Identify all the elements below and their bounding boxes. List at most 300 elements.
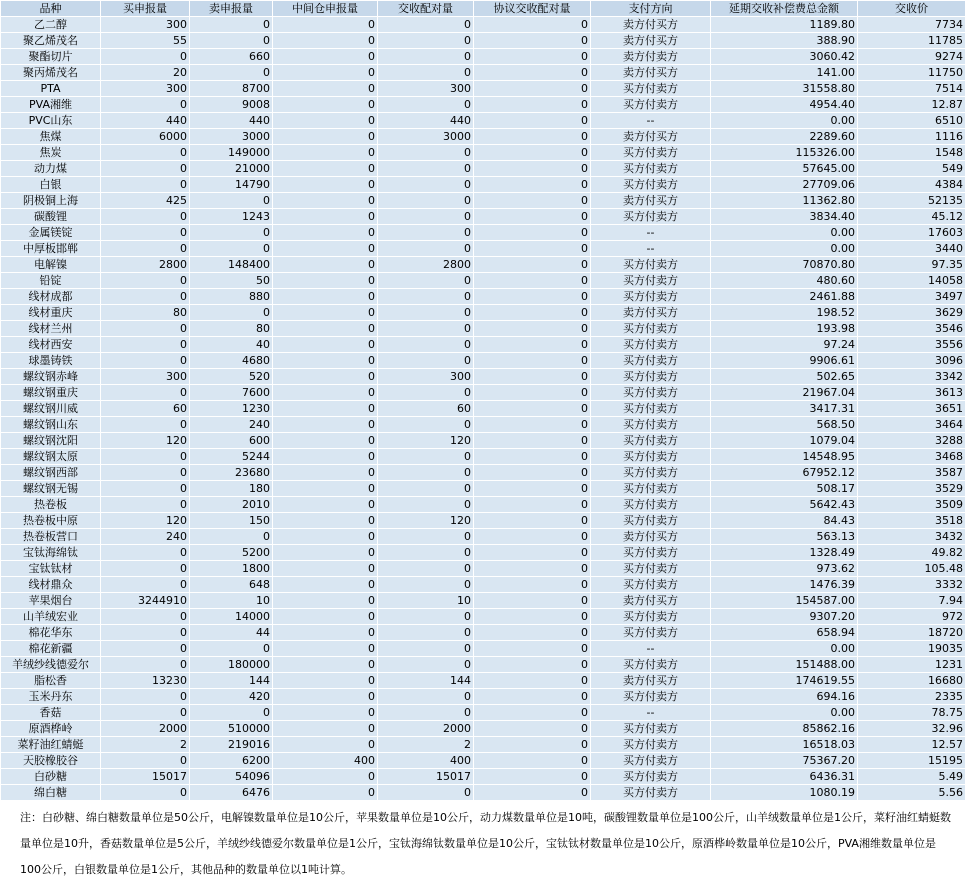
cell-sell-declared: 80 bbox=[190, 321, 273, 337]
cell-matched: 300 bbox=[378, 369, 474, 385]
cell-delivery-price: 18720 bbox=[858, 625, 965, 641]
cell-payment-direction: 买方付卖方 bbox=[591, 465, 711, 481]
cell-buy-declared: 60 bbox=[101, 401, 190, 417]
cell-payment-direction: 买方付卖方 bbox=[591, 417, 711, 433]
cell-variety: 阴极铜上海 bbox=[1, 193, 101, 209]
table-row bbox=[1, 513, 965, 529]
cell-compensation-total: 154587.00 bbox=[711, 593, 858, 609]
cell-agreement-matched: 0 bbox=[474, 497, 591, 513]
cell-buy-declared: 0 bbox=[101, 353, 190, 369]
cell-sell-declared: 6476 bbox=[190, 785, 273, 801]
cell-agreement-matched: 0 bbox=[474, 65, 591, 81]
cell-delivery-price: 19035 bbox=[858, 641, 965, 657]
cell-compensation-total: 0.00 bbox=[711, 241, 858, 257]
cell-middle-declared: 0 bbox=[273, 193, 378, 209]
cell-delivery-price: 7734 bbox=[858, 17, 965, 33]
cell-agreement-matched: 0 bbox=[474, 689, 591, 705]
cell-variety: 棉花华东 bbox=[1, 625, 101, 641]
cell-sell-declared: 23680 bbox=[190, 465, 273, 481]
cell-matched: 0 bbox=[378, 33, 474, 49]
table-row bbox=[1, 753, 965, 769]
cell-sell-declared: 44 bbox=[190, 625, 273, 641]
cell-compensation-total: 0.00 bbox=[711, 225, 858, 241]
cell-compensation-total: 193.98 bbox=[711, 321, 858, 337]
cell-delivery-price: 3432 bbox=[858, 529, 965, 545]
cell-delivery-price: 105.48 bbox=[858, 561, 965, 577]
cell-sell-declared: 40 bbox=[190, 337, 273, 353]
cell-agreement-matched: 0 bbox=[474, 17, 591, 33]
cell-buy-declared: 15017 bbox=[101, 769, 190, 785]
cell-payment-direction: 卖方付买方 bbox=[591, 673, 711, 689]
col-header-delivery-price: 交收价 bbox=[858, 1, 965, 17]
cell-agreement-matched: 0 bbox=[474, 49, 591, 65]
cell-matched: 0 bbox=[378, 49, 474, 65]
cell-compensation-total: 3417.31 bbox=[711, 401, 858, 417]
cell-compensation-total: 0.00 bbox=[711, 113, 858, 129]
cell-variety: 焦煤 bbox=[1, 129, 101, 145]
cell-delivery-price: 9274 bbox=[858, 49, 965, 65]
cell-payment-direction: 买方付卖方 bbox=[591, 689, 711, 705]
cell-sell-declared: 149000 bbox=[190, 145, 273, 161]
cell-variety: 螺纹钢重庆 bbox=[1, 385, 101, 401]
cell-buy-declared: 0 bbox=[101, 241, 190, 257]
cell-matched: 10 bbox=[378, 593, 474, 609]
cell-compensation-total: 563.13 bbox=[711, 529, 858, 545]
cell-buy-declared: 0 bbox=[101, 161, 190, 177]
cell-variety: 苹果烟台 bbox=[1, 593, 101, 609]
table-row bbox=[1, 257, 965, 273]
cell-compensation-total: 3060.42 bbox=[711, 49, 858, 65]
cell-middle-declared: 0 bbox=[273, 385, 378, 401]
table-row bbox=[1, 81, 965, 97]
cell-variety: 碳酸锂 bbox=[1, 209, 101, 225]
cell-buy-declared: 0 bbox=[101, 577, 190, 593]
cell-middle-declared: 0 bbox=[273, 49, 378, 65]
table-row bbox=[1, 65, 965, 81]
cell-payment-direction: 买方付卖方 bbox=[591, 609, 711, 625]
cell-matched: 0 bbox=[378, 97, 474, 113]
cell-payment-direction: 买方付卖方 bbox=[591, 785, 711, 801]
cell-payment-direction: 卖方付买方 bbox=[591, 129, 711, 145]
cell-variety: 线材鼎众 bbox=[1, 577, 101, 593]
table-row bbox=[1, 225, 965, 241]
cell-agreement-matched: 0 bbox=[474, 177, 591, 193]
cell-sell-declared: 600 bbox=[190, 433, 273, 449]
cell-compensation-total: 75367.20 bbox=[711, 753, 858, 769]
cell-buy-declared: 0 bbox=[101, 561, 190, 577]
cell-compensation-total: 568.50 bbox=[711, 417, 858, 433]
cell-delivery-price: 1116 bbox=[858, 129, 965, 145]
cell-delivery-price: 17603 bbox=[858, 225, 965, 241]
col-header-compensation-total: 延期交收补偿费总金额 bbox=[711, 1, 858, 17]
cell-sell-declared: 0 bbox=[190, 241, 273, 257]
cell-payment-direction: 买方付卖方 bbox=[591, 353, 711, 369]
cell-sell-declared: 880 bbox=[190, 289, 273, 305]
cell-compensation-total: 27709.06 bbox=[711, 177, 858, 193]
cell-compensation-total: 11362.80 bbox=[711, 193, 858, 209]
table-row bbox=[1, 497, 965, 513]
cell-compensation-total: 1189.80 bbox=[711, 17, 858, 33]
cell-compensation-total: 6436.31 bbox=[711, 769, 858, 785]
table-row bbox=[1, 785, 965, 801]
cell-delivery-price: 3440 bbox=[858, 241, 965, 257]
cell-compensation-total: 3834.40 bbox=[711, 209, 858, 225]
cell-delivery-price: 972 bbox=[858, 609, 965, 625]
cell-sell-declared: 240 bbox=[190, 417, 273, 433]
cell-buy-declared: 0 bbox=[101, 609, 190, 625]
col-header-variety: 品种 bbox=[1, 1, 101, 17]
cell-compensation-total: 480.60 bbox=[711, 273, 858, 289]
cell-agreement-matched: 0 bbox=[474, 433, 591, 449]
cell-buy-declared: 0 bbox=[101, 641, 190, 657]
cell-payment-direction: 买方付卖方 bbox=[591, 337, 711, 353]
cell-compensation-total: 0.00 bbox=[711, 705, 858, 721]
cell-matched: 0 bbox=[378, 449, 474, 465]
cell-matched: 120 bbox=[378, 433, 474, 449]
cell-delivery-price: 12.87 bbox=[858, 97, 965, 113]
cell-variety: 电解镍 bbox=[1, 257, 101, 273]
cell-delivery-price: 3497 bbox=[858, 289, 965, 305]
cell-matched: 120 bbox=[378, 513, 474, 529]
table-row bbox=[1, 593, 965, 609]
table-row bbox=[1, 417, 965, 433]
table-row bbox=[1, 657, 965, 673]
cell-middle-declared: 0 bbox=[273, 561, 378, 577]
cell-variety: 螺纹钢川威 bbox=[1, 401, 101, 417]
table-row bbox=[1, 289, 965, 305]
cell-variety: 铅锭 bbox=[1, 273, 101, 289]
cell-variety: 天胶橡胶谷 bbox=[1, 753, 101, 769]
cell-variety: PVA湘维 bbox=[1, 97, 101, 113]
cell-middle-declared: 0 bbox=[273, 289, 378, 305]
cell-agreement-matched: 0 bbox=[474, 705, 591, 721]
cell-agreement-matched: 0 bbox=[474, 577, 591, 593]
cell-buy-declared: 0 bbox=[101, 289, 190, 305]
cell-payment-direction: 买方付卖方 bbox=[591, 561, 711, 577]
cell-middle-declared: 0 bbox=[273, 721, 378, 737]
cell-agreement-matched: 0 bbox=[474, 81, 591, 97]
table-row bbox=[1, 721, 965, 737]
cell-middle-declared: 0 bbox=[273, 305, 378, 321]
cell-delivery-price: 3288 bbox=[858, 433, 965, 449]
cell-variety: 螺纹钢太原 bbox=[1, 449, 101, 465]
cell-delivery-price: 549 bbox=[858, 161, 965, 177]
table-row bbox=[1, 129, 965, 145]
cell-sell-declared: 14000 bbox=[190, 609, 273, 625]
cell-payment-direction: 买方付卖方 bbox=[591, 497, 711, 513]
cell-sell-declared: 144 bbox=[190, 673, 273, 689]
cell-middle-declared: 0 bbox=[273, 785, 378, 801]
cell-agreement-matched: 0 bbox=[474, 369, 591, 385]
cell-sell-declared: 50 bbox=[190, 273, 273, 289]
cell-delivery-price: 7514 bbox=[858, 81, 965, 97]
cell-sell-declared: 7600 bbox=[190, 385, 273, 401]
cell-middle-declared: 0 bbox=[273, 209, 378, 225]
cell-middle-declared: 0 bbox=[273, 225, 378, 241]
table-row bbox=[1, 273, 965, 289]
table-row bbox=[1, 769, 965, 785]
cell-delivery-price: 3096 bbox=[858, 353, 965, 369]
cell-sell-declared: 0 bbox=[190, 33, 273, 49]
cell-variety: 线材重庆 bbox=[1, 305, 101, 321]
cell-middle-declared: 0 bbox=[273, 369, 378, 385]
cell-matched: 0 bbox=[378, 545, 474, 561]
cell-sell-declared: 21000 bbox=[190, 161, 273, 177]
table-row bbox=[1, 673, 965, 689]
cell-matched: 0 bbox=[378, 289, 474, 305]
cell-agreement-matched: 0 bbox=[474, 193, 591, 209]
col-header-middle-declared: 中间仓申报量 bbox=[273, 1, 378, 17]
cell-payment-direction: 买方付卖方 bbox=[591, 273, 711, 289]
cell-middle-declared: 400 bbox=[273, 753, 378, 769]
cell-payment-direction: 买方付卖方 bbox=[591, 401, 711, 417]
cell-variety: 球墨铸铁 bbox=[1, 353, 101, 369]
cell-buy-declared: 0 bbox=[101, 481, 190, 497]
table-row bbox=[1, 689, 965, 705]
table-row bbox=[1, 145, 965, 161]
cell-matched: 0 bbox=[378, 353, 474, 369]
table-body bbox=[1, 17, 965, 801]
cell-sell-declared: 5200 bbox=[190, 545, 273, 561]
cell-payment-direction: 买方付卖方 bbox=[591, 769, 711, 785]
cell-buy-declared: 2000 bbox=[101, 721, 190, 737]
cell-middle-declared: 0 bbox=[273, 129, 378, 145]
cell-agreement-matched: 0 bbox=[474, 753, 591, 769]
table-row bbox=[1, 561, 965, 577]
cell-sell-declared: 10 bbox=[190, 593, 273, 609]
cell-middle-declared: 0 bbox=[273, 273, 378, 289]
cell-variety: PTA bbox=[1, 81, 101, 97]
cell-agreement-matched: 0 bbox=[474, 737, 591, 753]
cell-middle-declared: 0 bbox=[273, 65, 378, 81]
cell-buy-declared: 425 bbox=[101, 193, 190, 209]
cell-buy-declared: 300 bbox=[101, 81, 190, 97]
cell-middle-declared: 0 bbox=[273, 593, 378, 609]
cell-matched: 0 bbox=[378, 417, 474, 433]
cell-sell-declared: 4680 bbox=[190, 353, 273, 369]
cell-buy-declared: 2 bbox=[101, 737, 190, 753]
cell-middle-declared: 0 bbox=[273, 113, 378, 129]
cell-middle-declared: 0 bbox=[273, 513, 378, 529]
cell-compensation-total: 2289.60 bbox=[711, 129, 858, 145]
cell-variety: 螺纹钢赤峰 bbox=[1, 369, 101, 385]
cell-variety: 白银 bbox=[1, 177, 101, 193]
cell-middle-declared: 0 bbox=[273, 609, 378, 625]
cell-delivery-price: 3651 bbox=[858, 401, 965, 417]
cell-buy-declared: 0 bbox=[101, 97, 190, 113]
cell-sell-declared: 0 bbox=[190, 225, 273, 241]
cell-variety: PVC山东 bbox=[1, 113, 101, 129]
cell-middle-declared: 0 bbox=[273, 689, 378, 705]
cell-agreement-matched: 0 bbox=[474, 657, 591, 673]
cell-agreement-matched: 0 bbox=[474, 289, 591, 305]
cell-compensation-total: 67952.12 bbox=[711, 465, 858, 481]
cell-delivery-price: 97.35 bbox=[858, 257, 965, 273]
cell-variety: 聚乙烯茂名 bbox=[1, 33, 101, 49]
cell-matched: 0 bbox=[378, 241, 474, 257]
cell-sell-declared: 150 bbox=[190, 513, 273, 529]
cell-sell-declared: 54096 bbox=[190, 769, 273, 785]
cell-delivery-price: 3529 bbox=[858, 481, 965, 497]
cell-payment-direction: 买方付卖方 bbox=[591, 625, 711, 641]
cell-agreement-matched: 0 bbox=[474, 209, 591, 225]
cell-variety: 螺纹钢沈阳 bbox=[1, 433, 101, 449]
cell-payment-direction: 买方付卖方 bbox=[591, 257, 711, 273]
cell-delivery-price: 3546 bbox=[858, 321, 965, 337]
cell-sell-declared: 3000 bbox=[190, 129, 273, 145]
cell-delivery-price: 3629 bbox=[858, 305, 965, 321]
cell-middle-declared: 0 bbox=[273, 625, 378, 641]
cell-middle-declared: 0 bbox=[273, 321, 378, 337]
cell-buy-declared: 0 bbox=[101, 145, 190, 161]
cell-matched: 0 bbox=[378, 689, 474, 705]
cell-compensation-total: 174619.55 bbox=[711, 673, 858, 689]
cell-delivery-price: 11785 bbox=[858, 33, 965, 49]
cell-buy-declared: 0 bbox=[101, 273, 190, 289]
cell-matched: 0 bbox=[378, 785, 474, 801]
cell-sell-declared: 219016 bbox=[190, 737, 273, 753]
cell-sell-declared: 440 bbox=[190, 113, 273, 129]
cell-delivery-price: 3332 bbox=[858, 577, 965, 593]
cell-agreement-matched: 0 bbox=[474, 609, 591, 625]
cell-middle-declared: 0 bbox=[273, 401, 378, 417]
cell-variety: 焦炭 bbox=[1, 145, 101, 161]
cell-payment-direction: 买方付卖方 bbox=[591, 145, 711, 161]
table-row bbox=[1, 465, 965, 481]
cell-agreement-matched: 0 bbox=[474, 257, 591, 273]
cell-variety: 脂松香 bbox=[1, 673, 101, 689]
cell-compensation-total: 1328.49 bbox=[711, 545, 858, 561]
cell-payment-direction: -- bbox=[591, 705, 711, 721]
cell-agreement-matched: 0 bbox=[474, 241, 591, 257]
table-row bbox=[1, 161, 965, 177]
cell-compensation-total: 21967.04 bbox=[711, 385, 858, 401]
cell-compensation-total: 9307.20 bbox=[711, 609, 858, 625]
cell-sell-declared: 420 bbox=[190, 689, 273, 705]
cell-matched: 144 bbox=[378, 673, 474, 689]
table-row bbox=[1, 609, 965, 625]
cell-agreement-matched: 0 bbox=[474, 33, 591, 49]
cell-matched: 0 bbox=[378, 321, 474, 337]
cell-compensation-total: 0.00 bbox=[711, 641, 858, 657]
cell-middle-declared: 0 bbox=[273, 257, 378, 273]
cell-variety: 羊绒纱线德爱尔 bbox=[1, 657, 101, 673]
table-row bbox=[1, 433, 965, 449]
cell-matched: 3000 bbox=[378, 129, 474, 145]
cell-delivery-price: 78.75 bbox=[858, 705, 965, 721]
cell-delivery-price: 52135 bbox=[858, 193, 965, 209]
cell-payment-direction: 卖方付买方 bbox=[591, 33, 711, 49]
cell-buy-declared: 0 bbox=[101, 177, 190, 193]
cell-agreement-matched: 0 bbox=[474, 673, 591, 689]
cell-payment-direction: -- bbox=[591, 641, 711, 657]
cell-sell-declared: 0 bbox=[190, 65, 273, 81]
cell-sell-declared: 14790 bbox=[190, 177, 273, 193]
cell-matched: 0 bbox=[378, 193, 474, 209]
cell-sell-declared: 8700 bbox=[190, 81, 273, 97]
cell-payment-direction: 卖方付买方 bbox=[591, 593, 711, 609]
cell-compensation-total: 2461.88 bbox=[711, 289, 858, 305]
cell-middle-declared: 0 bbox=[273, 337, 378, 353]
cell-delivery-price: 12.57 bbox=[858, 737, 965, 753]
cell-sell-declared: 180000 bbox=[190, 657, 273, 673]
cell-agreement-matched: 0 bbox=[474, 97, 591, 113]
table-row bbox=[1, 177, 965, 193]
cell-matched: 0 bbox=[378, 145, 474, 161]
cell-delivery-price: 4384 bbox=[858, 177, 965, 193]
cell-compensation-total: 9906.61 bbox=[711, 353, 858, 369]
cell-middle-declared: 0 bbox=[273, 705, 378, 721]
cell-matched: 0 bbox=[378, 657, 474, 673]
cell-middle-declared: 0 bbox=[273, 17, 378, 33]
cell-compensation-total: 57645.00 bbox=[711, 161, 858, 177]
cell-variety: 聚酯切片 bbox=[1, 49, 101, 65]
cell-buy-declared: 0 bbox=[101, 417, 190, 433]
cell-variety: 金属镁锭 bbox=[1, 225, 101, 241]
cell-variety: 热卷板中原 bbox=[1, 513, 101, 529]
cell-agreement-matched: 0 bbox=[474, 593, 591, 609]
cell-payment-direction: 买方付卖方 bbox=[591, 545, 711, 561]
cell-compensation-total: 14548.95 bbox=[711, 449, 858, 465]
cell-sell-declared: 648 bbox=[190, 577, 273, 593]
cell-matched: 400 bbox=[378, 753, 474, 769]
cell-buy-declared: 0 bbox=[101, 225, 190, 241]
cell-payment-direction: 卖方付买方 bbox=[591, 193, 711, 209]
cell-middle-declared: 0 bbox=[273, 657, 378, 673]
cell-matched: 0 bbox=[378, 705, 474, 721]
cell-middle-declared: 0 bbox=[273, 417, 378, 433]
cell-agreement-matched: 0 bbox=[474, 305, 591, 321]
cell-delivery-price: 5.49 bbox=[858, 769, 965, 785]
cell-buy-declared: 2800 bbox=[101, 257, 190, 273]
cell-buy-declared: 13230 bbox=[101, 673, 190, 689]
col-header-payment-direction: 支付方向 bbox=[591, 1, 711, 17]
cell-variety: 线材西安 bbox=[1, 337, 101, 353]
cell-matched: 0 bbox=[378, 577, 474, 593]
cell-compensation-total: 658.94 bbox=[711, 625, 858, 641]
cell-delivery-price: 32.96 bbox=[858, 721, 965, 737]
cell-delivery-price: 15195 bbox=[858, 753, 965, 769]
cell-agreement-matched: 0 bbox=[474, 225, 591, 241]
cell-compensation-total: 502.65 bbox=[711, 369, 858, 385]
cell-matched: 2 bbox=[378, 737, 474, 753]
cell-compensation-total: 115326.00 bbox=[711, 145, 858, 161]
table-row bbox=[1, 625, 965, 641]
cell-matched: 0 bbox=[378, 305, 474, 321]
cell-agreement-matched: 0 bbox=[474, 449, 591, 465]
cell-middle-declared: 0 bbox=[273, 433, 378, 449]
cell-buy-declared: 3244910 bbox=[101, 593, 190, 609]
cell-middle-declared: 0 bbox=[273, 81, 378, 97]
cell-buy-declared: 0 bbox=[101, 545, 190, 561]
cell-agreement-matched: 0 bbox=[474, 513, 591, 529]
cell-variety: 螺纹钢无锡 bbox=[1, 481, 101, 497]
cell-matched: 0 bbox=[378, 385, 474, 401]
cell-buy-declared: 0 bbox=[101, 705, 190, 721]
cell-sell-declared: 0 bbox=[190, 705, 273, 721]
table-row bbox=[1, 17, 965, 33]
cell-agreement-matched: 0 bbox=[474, 401, 591, 417]
cell-payment-direction: 买方付卖方 bbox=[591, 289, 711, 305]
cell-buy-declared: 0 bbox=[101, 497, 190, 513]
cell-sell-declared: 0 bbox=[190, 193, 273, 209]
cell-payment-direction: 买方付卖方 bbox=[591, 321, 711, 337]
cell-delivery-price: 3464 bbox=[858, 417, 965, 433]
cell-compensation-total: 4954.40 bbox=[711, 97, 858, 113]
cell-buy-declared: 120 bbox=[101, 433, 190, 449]
cell-matched: 0 bbox=[378, 561, 474, 577]
cell-delivery-price: 3342 bbox=[858, 369, 965, 385]
